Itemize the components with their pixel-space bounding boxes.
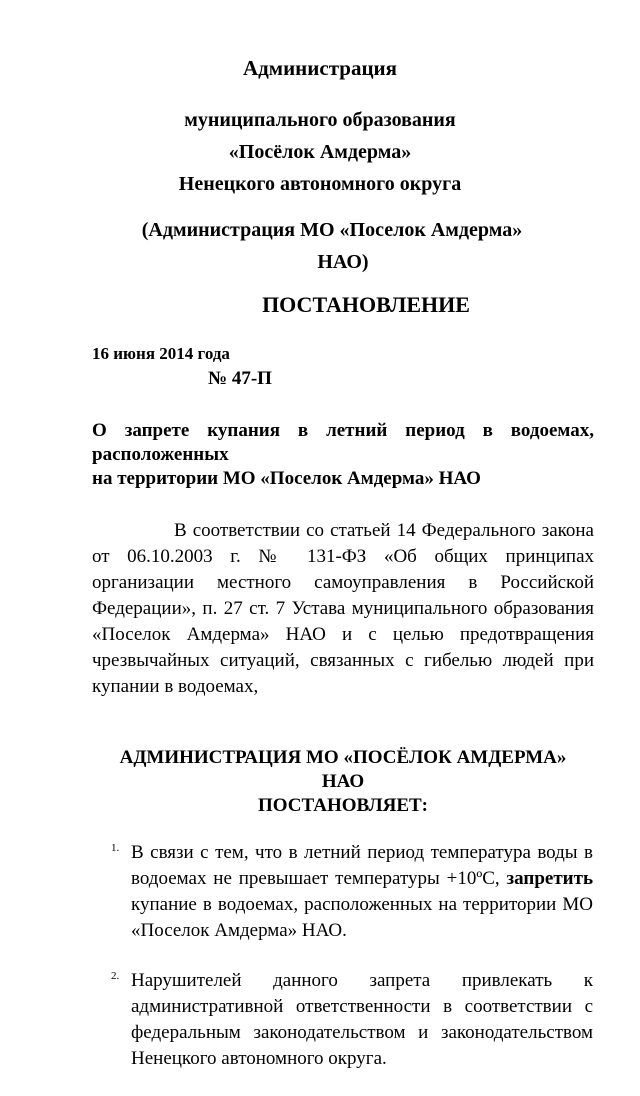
document-date: 16 июня 2014 года xyxy=(92,344,230,363)
item-1-text xyxy=(131,840,593,944)
resolution-heading xyxy=(92,746,594,818)
header-short-name xyxy=(0,214,640,278)
preamble-paragraph: В соответствии со статьей 14 Федерального закона от 06.10.2003 г. № 131-ФЗ «Об общих принципах организации местного самоуправления в Российской Федерации», п. 27 ст. 7 Устава муниципального образования «Поселок Амдерма» НАО и с целью предотвращения чрезвычайных ситуаций, связанных с гибелью людей при купании в водоемах, xyxy=(92,520,594,697)
resolution-line-2: НАО xyxy=(321,771,365,792)
resolution-line-1: АДМИНИСТРАЦИЯ МО «ПОСЁЛОК АМДЕРМА» xyxy=(119,747,567,768)
item-1-part-1: В связи с тем, что в летний период температура воды в водоемах не превышает температуры +10ºС, xyxy=(131,842,593,889)
header-line-2: муниципального образования xyxy=(184,109,456,131)
document-type: ПОСТАНОВЛЕНИЕ xyxy=(262,292,470,317)
item-1-number: 1. xyxy=(111,842,120,854)
subject-line-1: О запрете купания в летний период в водоемах, расположенных xyxy=(92,420,594,465)
header-line-3: «Посёлок Амдерма» xyxy=(228,141,412,163)
subject-line-2: на территории МО «Поселок Амдерма» НАО xyxy=(92,468,481,489)
item-2-text: Нарушителей данного запрета привлекать к административной ответственности в соответствии с федеральным законодательством и законодательством Ненецкого автономного округа. xyxy=(131,970,593,1069)
header-municipality xyxy=(0,104,640,200)
header-line-4: Ненецкого автономного округа xyxy=(178,173,462,195)
item-2-number: 2. xyxy=(111,970,120,982)
item-1-bold-word: запретить xyxy=(506,868,593,889)
document-number: № 47-П xyxy=(208,368,272,389)
header-short-line-2: НАО) xyxy=(317,251,369,273)
resolution-line-3: ПОСТАНОВЛЯЕТ: xyxy=(257,795,429,816)
header-title: Администрация xyxy=(242,56,398,80)
item-1-part-2: купание в водоемах, расположенных на территории МО «Поселок Амдерма» НАО. xyxy=(131,894,593,941)
document-subject xyxy=(92,419,594,491)
header-short-line-1: (Администрация МО «Поселок Амдерма» xyxy=(141,219,523,241)
